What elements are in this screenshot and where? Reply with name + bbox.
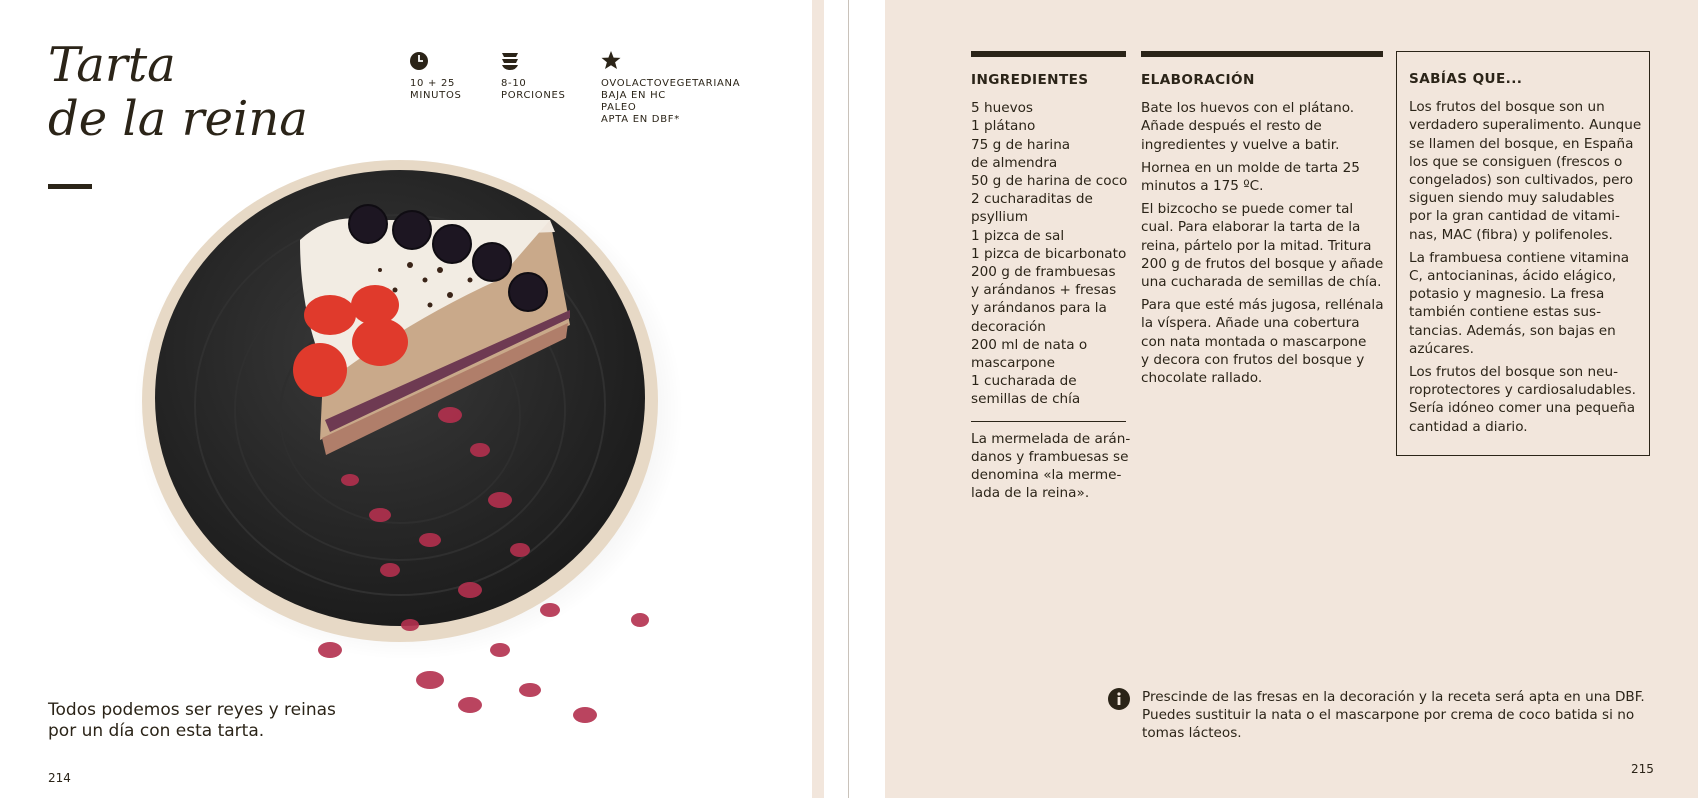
ingredients-heading: INGREDIENTES: [971, 72, 1089, 88]
ingredient-line: 1 pizca de sal: [971, 227, 1065, 244]
preparation-paragraph-line: y decora con frutos del bosque y: [1141, 351, 1365, 368]
did-you-know-paragraph-line: La frambuesa contiene vitamina: [1409, 249, 1630, 266]
ingredient-line: 50 g de harina de coco: [971, 173, 1128, 190]
ingredient-line: decoración: [971, 318, 1046, 335]
spine-line: [848, 0, 849, 798]
did-you-know-paragraph-line: por la gran cantidad de vitami-: [1409, 208, 1620, 225]
did-you-know-text: [1409, 98, 1641, 436]
preparation-paragraph-line: Bate los huevos con el plátano.: [1141, 100, 1355, 117]
footnote-line: denomina «la merme-: [971, 467, 1122, 484]
diet-tag: OVOLACTOVEGETARIANA: [601, 78, 741, 89]
preparation-paragraph-line: cual. Para elaborar la tarta de la: [1141, 219, 1361, 236]
ingredients-bar: [971, 51, 1126, 57]
servings-unit: PORCIONES: [501, 90, 566, 101]
did-you-know-paragraph-line: cantidad a diario.: [1409, 418, 1528, 435]
meta-time: [410, 50, 462, 102]
time-value: 10 + 25: [410, 78, 456, 89]
did-you-know-paragraph-line: siguen siendo muy saludables: [1409, 190, 1615, 207]
preparation-paragraph-line: reina, pártelo por la mitad. Tritura: [1141, 237, 1372, 254]
preparation-paragraph: [1141, 159, 1383, 195]
diet-tag: APTA EN DBF*: [601, 114, 680, 125]
preparation-paragraph-line: con nata montada o mascarpone: [1141, 333, 1367, 350]
page-number: 214: [48, 771, 71, 785]
intro-line: por un día con esta tarta.: [48, 721, 265, 741]
did-you-know-paragraph-line: C, antocianinas, ácido elágico,: [1409, 268, 1617, 285]
ingredient-line: mascarpone: [971, 355, 1055, 372]
preparation-paragraph-line: Hornea en un molde de tarta 25: [1141, 159, 1360, 176]
preparation-paragraph: [1141, 296, 1383, 387]
page-number: 215: [1631, 762, 1654, 776]
did-you-know-content: [1409, 70, 1641, 441]
tip-line: Puedes sustituir la nata o el mascarpone por crema de coco batida si no: [1142, 707, 1635, 724]
tip-line: Prescinde de las fresas en la decoración y la receta será apta en una DBF.: [1142, 689, 1645, 705]
ingredient-line: 200 g de frambuesas: [971, 264, 1116, 281]
ingredients-list: [971, 99, 1126, 408]
ingredient-line: 1 cucharada de: [971, 373, 1077, 390]
preparation-paragraph-line: 200 g de frutos del bosque y añade: [1141, 255, 1384, 272]
tip-text: [1142, 688, 1645, 743]
did-you-know-paragraph: [1409, 363, 1641, 436]
ingredient-line: 200 ml de nata o: [971, 336, 1088, 353]
did-you-know-paragraph-line: azúcares.: [1409, 340, 1474, 357]
preparation-paragraph-line: ingredientes y vuelve a batir.: [1141, 136, 1340, 153]
ingredient-line: psyllium: [971, 209, 1028, 226]
diet-tag: BAJA EN HC: [601, 90, 666, 101]
preparation-paragraph-line: minutos a 175 ºC.: [1141, 178, 1264, 195]
ingredient-line: 2 cucharaditas de: [971, 191, 1093, 208]
meta-diet: [601, 50, 740, 126]
info-icon: [1108, 688, 1130, 710]
did-you-know-paragraph-line: potasio y magnesio. La fresa: [1409, 286, 1605, 303]
title-line: Tarta: [48, 37, 176, 93]
preparation-paragraph-line: la víspera. Añade una cobertura: [1141, 315, 1360, 332]
ingredient-line: 1 plátano: [971, 118, 1036, 135]
preparation-paragraph-line: Añade después el resto de: [1141, 118, 1322, 135]
preparation-paragraph-line: una cucharada de semillas de chía.: [1141, 274, 1382, 291]
preparation-column: [1141, 51, 1383, 392]
star-icon: [601, 50, 623, 72]
preparation-paragraph: [1141, 99, 1383, 154]
did-you-know-paragraph-line: congelados) son cultivados, pero: [1409, 172, 1634, 189]
servings-value: 8-10: [501, 78, 527, 89]
did-you-know-paragraph-line: tancias. Además, son bajas en: [1409, 322, 1616, 339]
did-you-know-paragraph-line: Sería idóneo comer una pequeña: [1409, 400, 1636, 417]
preparation-paragraph-line: Para que esté más jugosa, rellénala: [1141, 297, 1384, 314]
ingredient-line: 5 huevos: [971, 100, 1034, 117]
meta-servings: [501, 50, 566, 102]
did-you-know-paragraph-line: Los frutos del bosque son neu-: [1409, 364, 1618, 381]
preparation-paragraph: [1141, 200, 1383, 291]
did-you-know-paragraph-line: se llamen del bosque, en España: [1409, 135, 1634, 152]
cake-photo: [30, 120, 750, 740]
did-you-know-heading: SABÍAS QUE...: [1409, 71, 1523, 87]
ingredient-line: y arándanos para la: [971, 300, 1107, 317]
did-you-know-box: [1396, 51, 1650, 456]
did-you-know-paragraph-line: roprotectores y cardiosaludables.: [1409, 382, 1636, 399]
ingredients-column: [971, 51, 1131, 502]
preparation-paragraph-line: El bizcocho se puede comer tal: [1141, 201, 1354, 218]
preparation-bar: [1141, 51, 1383, 57]
did-you-know-paragraph-line: también contiene estas sus-: [1409, 304, 1601, 321]
diet-tag: PALEO: [601, 102, 637, 113]
preparation-steps: [1141, 99, 1383, 387]
page-edge: [812, 0, 824, 798]
preparation-paragraph-line: chocolate rallado.: [1141, 370, 1263, 387]
ingredient-line: 1 pizca de bicarbonato: [971, 245, 1127, 262]
did-you-know-paragraph: [1409, 98, 1641, 244]
did-you-know-paragraph-line: nas, MAC (fibra) y polifenoles.: [1409, 226, 1613, 243]
ingredient-line: y arándanos + fresas: [971, 282, 1117, 299]
did-you-know-paragraph: [1409, 249, 1641, 358]
clock-icon: [410, 50, 432, 72]
did-you-know-paragraph-line: Los frutos del bosque son un: [1409, 99, 1605, 116]
tip-line: tomas lácteos.: [1142, 725, 1242, 742]
bowls-icon: [501, 50, 523, 72]
preparation-heading: ELABORACIÓN: [1141, 72, 1255, 88]
time-unit: MINUTOS: [410, 90, 462, 101]
footnote-line: La mermelada de arán-: [971, 430, 1131, 447]
left-page: [0, 0, 812, 798]
title-line: de la reina: [48, 91, 308, 147]
ingredient-line: semillas de chía: [971, 391, 1081, 408]
footnote-line: lada de la reina».: [971, 485, 1090, 502]
did-you-know-paragraph-line: verdadero superalimento. Aunque: [1409, 117, 1642, 134]
intro-text: [48, 700, 336, 742]
footnote-line: danos y frambuesas se: [971, 448, 1129, 465]
ingredient-line: de almendra: [971, 154, 1058, 171]
intro-line: Todos podemos ser reyes y reinas: [48, 700, 336, 720]
did-you-know-paragraph-line: los que se consiguen (frescos o: [1409, 153, 1623, 170]
ingredients-divider: [971, 421, 1126, 422]
spine-gap: [824, 0, 885, 798]
ingredient-line: 75 g de harina: [971, 136, 1071, 153]
ingredients-footnote: [971, 430, 1131, 503]
